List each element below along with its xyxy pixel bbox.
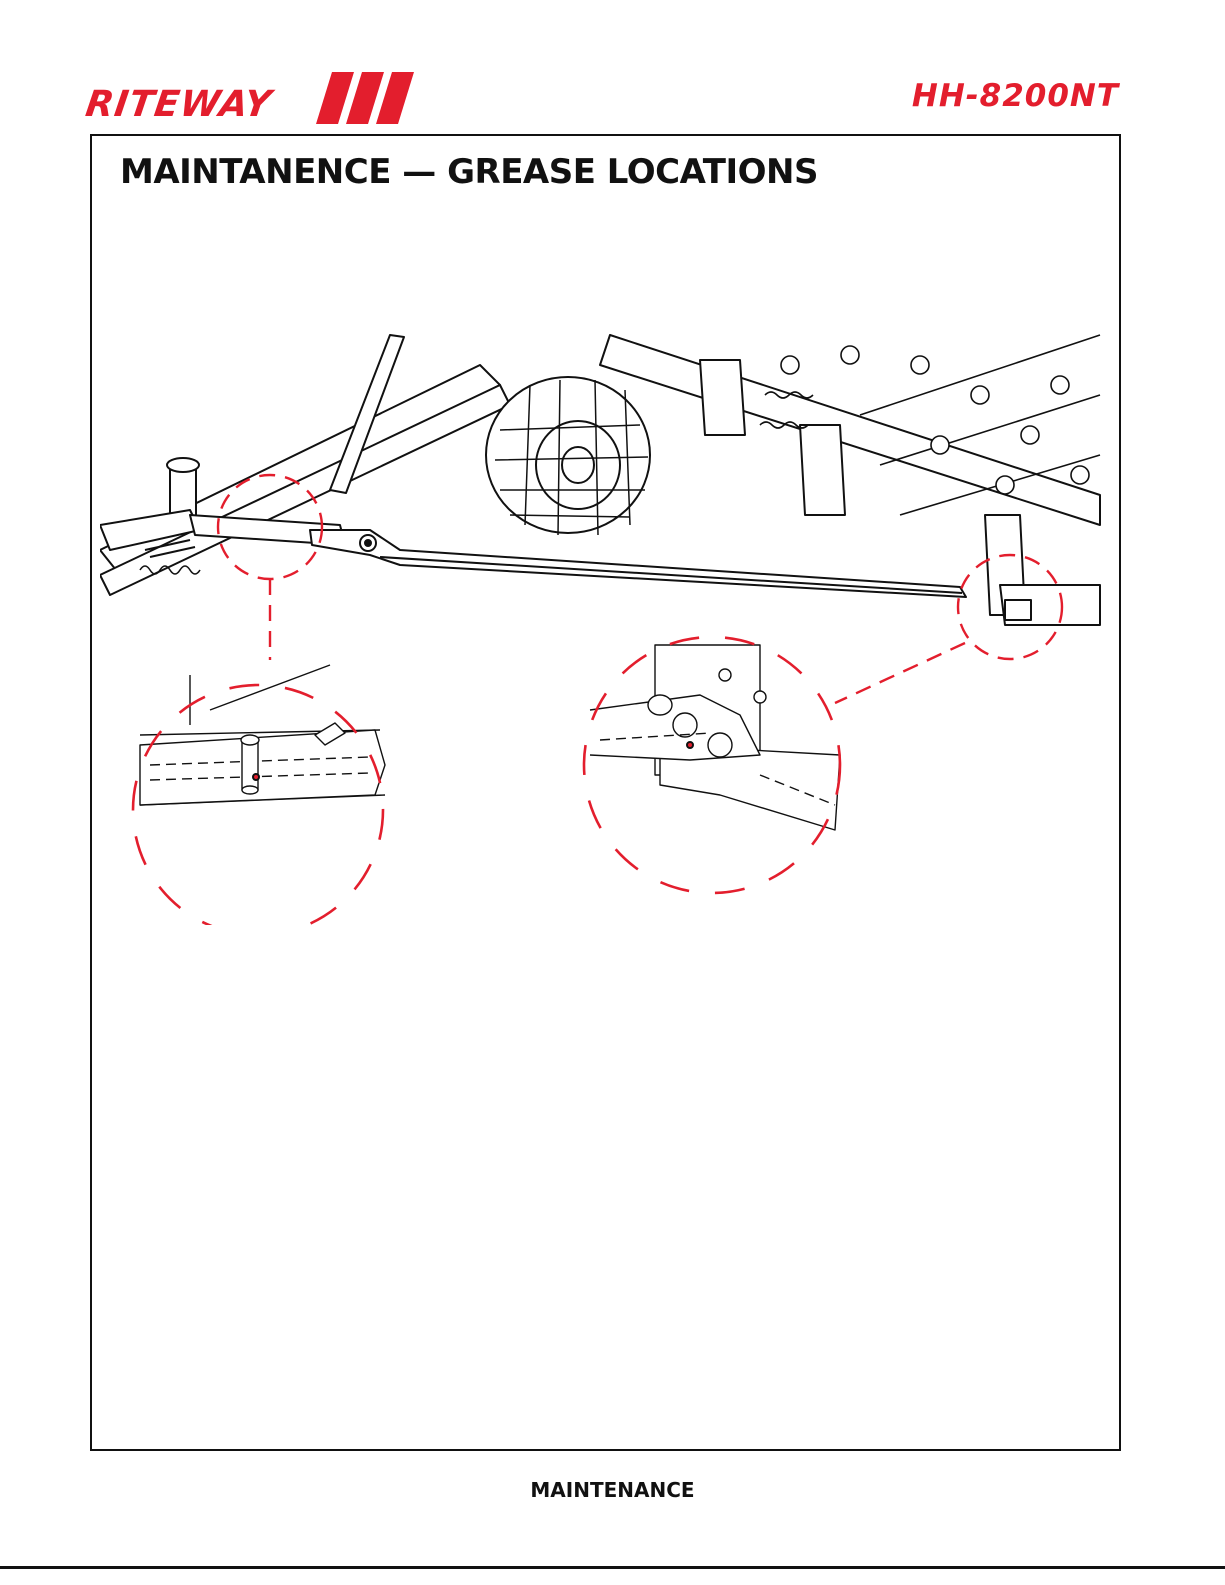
section-footer: MAINTENANCE [530, 1478, 695, 1502]
riteway-logo [83, 70, 416, 130]
detail-view-right [584, 637, 840, 893]
callout-leader-right [835, 643, 965, 703]
detail-view-left [133, 665, 385, 925]
brand-name: RITEWAY [83, 84, 275, 125]
tire [486, 377, 650, 535]
riteway-stripes-icon [314, 70, 414, 126]
page-title: MAINTANENCE — GREASE LOCATIONS [120, 152, 818, 192]
grease-location-drawing [100, 325, 1110, 925]
bottom-rule [0, 1566, 1225, 1569]
model-number: HH-8200NT [911, 78, 1119, 114]
